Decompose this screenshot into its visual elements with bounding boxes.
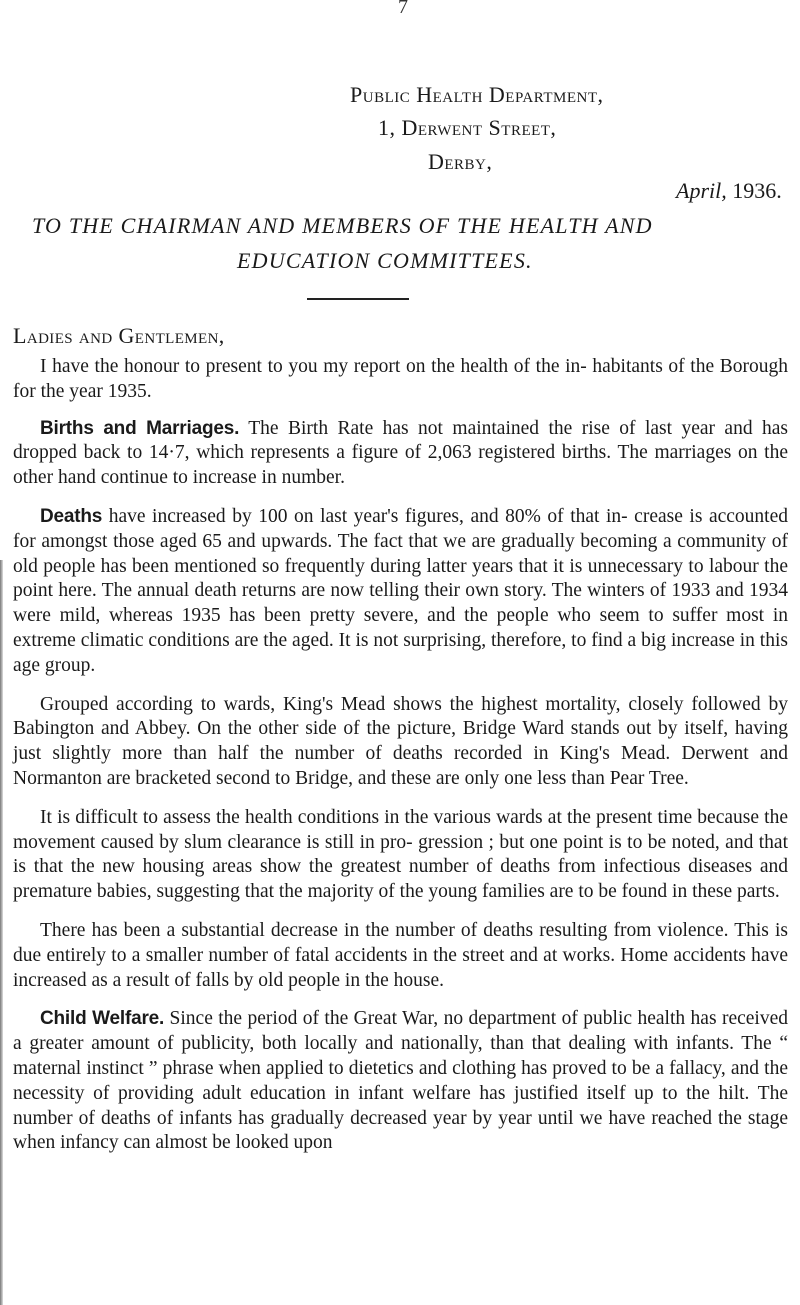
paragraph-text: It is difficult to assess the health conditions in the various wards at the present time because the movement caused by slum clearance is still in pro- gression ; but one point is to be noted, and that is that the new housing areas show the greatest number of deaths from infectious diseases and premature babies, suggesting that the majority of the young families are to be found in these parts.: [13, 806, 788, 903]
address-line-department: Public Health Department,: [350, 82, 604, 107]
section-heading: Child Welfare.: [40, 1008, 165, 1030]
date-month: April,: [676, 178, 727, 203]
page-edge-shadow: [0, 560, 3, 1305]
paragraph-text: There has been a substantial decrease in the number of deaths resulting from violence. This is due entirely to a smaller number of fatal accidents in the street and at works. Home accidents have increased as a result of falls by old people in the house.: [13, 919, 788, 991]
salutation: Ladies and Gentlemen,: [13, 323, 225, 348]
address-line-town: Derby,: [428, 149, 493, 174]
report-body: [13, 355, 788, 1170]
paragraph-deaths: [13, 505, 788, 679]
addressee-line-1: TO THE CHAIRMAN AND MEMBERS OF THE HEALTH AND: [32, 213, 653, 238]
paragraph-text: Since the period of the Great War, no department of public health has received a greater amount of publicity, both locally and nationally, than that dealing with infants. The “ maternal instinct ” phrase when applied to dietetics and clothing has proved to be a fallacy, and the necessity of providing adult education in infant welfare has justified itself up to the hilt. The number of deaths of infants has gradually decreased year by year until we have reached the stage when infancy can almost be looked upon: [13, 1008, 788, 1154]
section-heading: Deaths: [40, 505, 103, 527]
paragraph-text: I have the honour to present to you my report on the health of the in- habitants of the Borough for the year 1935.: [13, 356, 788, 402]
paragraph-health-conditions: [13, 806, 788, 905]
paragraph-child-welfare: [13, 1007, 788, 1156]
addressee-line-2: EDUCATION COMMITTEES.: [237, 248, 533, 273]
paragraph-wards: [13, 693, 788, 792]
paragraph-intro: [13, 355, 788, 405]
address-line-street: 1, Derwent Street,: [378, 115, 557, 140]
letter-date: [676, 178, 782, 204]
section-heading: Births and Marriages.: [40, 417, 240, 439]
paragraph-births-marriages: [13, 417, 788, 491]
paragraph-text: Grouped according to wards, King's Mead shows the highest mortality, closely followed by Babington and Abbey. On the other side of the picture, Bridge Ward stands out by itself, having just slightly more than half the number of deaths recorded in King's Mead. Derwent and Normanton are bracketed second to Bridge, and these are only one less than Pear Tree.: [13, 693, 788, 789]
paragraph-text: The Birth Rate has not maintained the rise of last year and has dropped back to 14·7, which represents a figure of 2,063 registered births. The marriages on the other hand continue to increase in number.: [13, 417, 788, 489]
divider-rule: [307, 298, 409, 300]
paragraph-text: have increased by 100 on last year's figures, and 80% of that in- crease is accounted for amongst those aged 65 and upwards. The fact that we are gradually becoming a community of old people has been mentioned so frequently during latter years that it is unnecessary to labour the point here. The annual death returns are now telling their own story. The winters of 1933 and 1934 were mild, whereas 1935 has been pretty severe, and the people who seem to suffer most in extreme climatic conditions are the aged. It is not surprising, therefore, to find a big increase in this age group.: [13, 505, 788, 676]
page-number: 7: [398, 0, 408, 18]
date-year: 1936.: [732, 178, 782, 203]
paragraph-violence: [13, 919, 788, 993]
